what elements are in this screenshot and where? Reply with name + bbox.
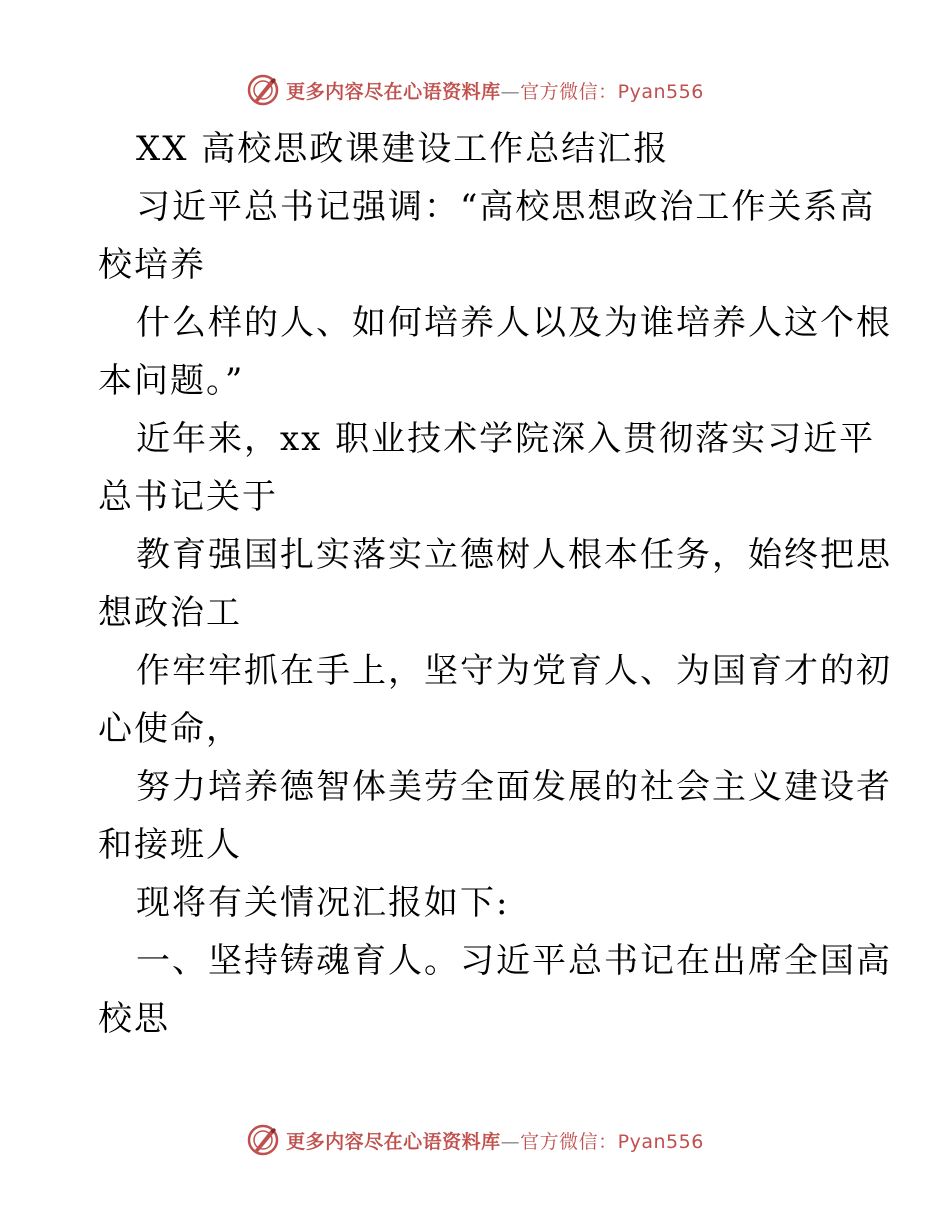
- paragraph-line: 努力培养德智体美劳全面发展的社会主义建设者: [136, 767, 892, 807]
- document-body: [98, 120, 892, 1048]
- banner-main-text: 更多内容尽在心语资料库: [286, 80, 501, 103]
- banner-dash: —: [500, 1130, 521, 1153]
- banner-main-text: 更多内容尽在心语资料库: [286, 1130, 501, 1153]
- paragraph-line: 教育强国扎实落实立德树人根本任务，始终把思: [136, 535, 892, 575]
- paragraph-line: 本问题。”: [98, 361, 245, 401]
- banner-wechat-text: 官方微信：Pyan556: [520, 1130, 704, 1153]
- paragraph-line: 一、坚持铸魂育人。习近平总书记在出席全国高: [136, 941, 892, 981]
- paragraph-line: 总书记关于: [98, 477, 278, 517]
- banner-wechat-text: 官方微信：Pyan556: [520, 80, 704, 103]
- footer-watermark-banner: [0, 1120, 950, 1160]
- paragraph-line: 校思: [98, 999, 170, 1039]
- paragraph-line: 想政治工: [98, 593, 242, 633]
- pen-nib-logo-icon: [246, 1123, 280, 1157]
- paragraph-line: 习近平总书记强调：“高校思想政治工作关系高: [136, 187, 876, 227]
- paragraph-line: 现将有关情况汇报如下:: [136, 883, 510, 923]
- paragraph-line: 近年来，xx 职业技术学院深入贯彻落实习近平: [136, 419, 876, 459]
- pen-nib-logo-icon: [246, 73, 280, 107]
- header-watermark-banner: [0, 70, 950, 110]
- paragraph-line: 作牢牢抓在手上，坚守为党育人、为国育才的初: [136, 651, 892, 691]
- paragraph-line: 什么样的人、如何培养人以及为谁培养人这个根: [136, 303, 892, 343]
- paragraph-line: 校培养: [98, 245, 206, 285]
- document-title: XX 高校思政课建设工作总结汇报: [136, 129, 670, 169]
- banner-dash: —: [500, 80, 521, 103]
- paragraph-line: 心使命，: [98, 709, 242, 749]
- paragraph-line: 和接班人: [98, 825, 242, 865]
